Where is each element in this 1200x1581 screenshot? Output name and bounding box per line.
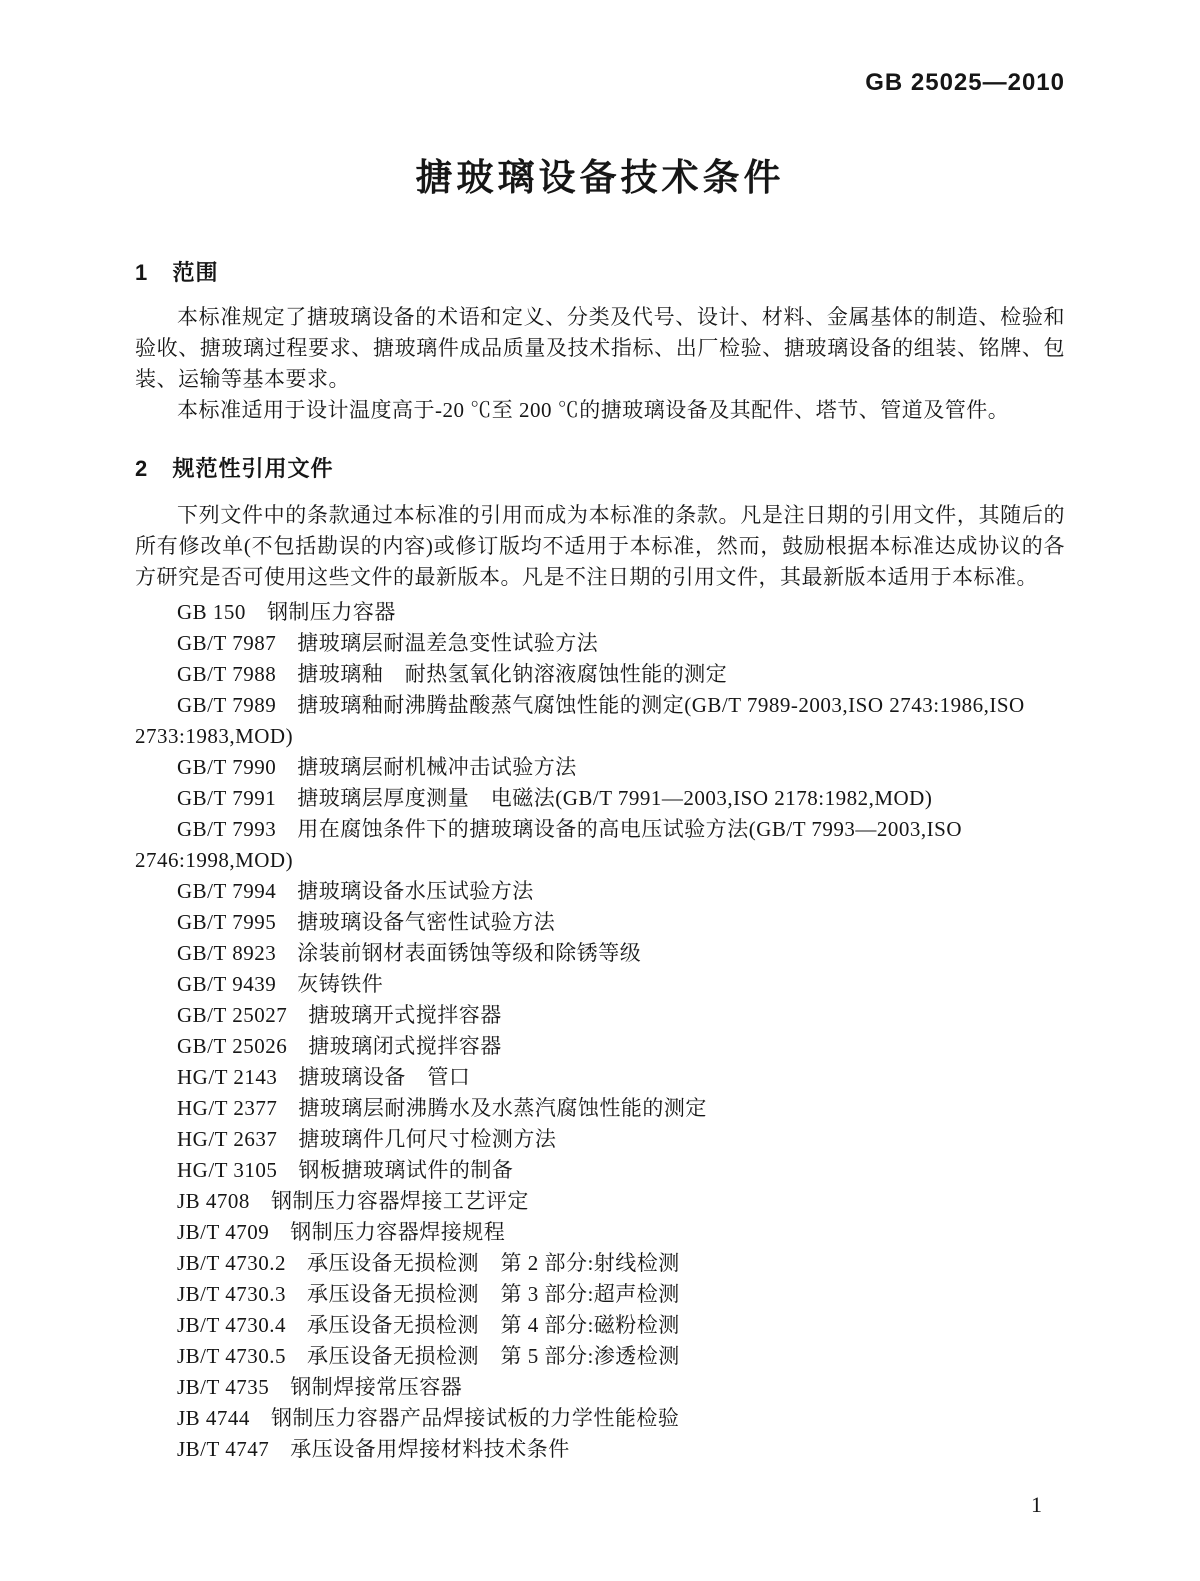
references-intro-paragraph: 下列文件中的条款通过本标准的引用而成为本标准的条款。凡是注日期的引用文件，其随后的所有修改单(不包括勘误的内容)或修订版均不适用于本标准，然而，鼓励根据本标准达成协议的各方研究是否可使用这些文件的最新版本。凡是不注日期的引用文件，其最新版本适用于本标准。 bbox=[135, 503, 1065, 589]
reference-title: 搪玻璃釉耐沸腾盐酸蒸气腐蚀性能的测定(GB/T 7989-2003,ISO 2743:1986,ISO 2733:1983,MOD) bbox=[135, 693, 1025, 748]
reference-title: 承压设备无损检测 第 2 部分:射线检测 bbox=[306, 1251, 680, 1275]
page-header bbox=[135, 70, 1065, 96]
reference-title: 搪玻璃釉 耐热氢氧化钠溶液腐蚀性能的测定 bbox=[297, 662, 728, 686]
reference-item bbox=[135, 1372, 1065, 1403]
reference-code: JB/T 4730.5 bbox=[177, 1344, 286, 1368]
reference-code: JB/T 4735 bbox=[177, 1375, 270, 1399]
reference-item bbox=[135, 1217, 1065, 1248]
scope-paragraph-2: 本标准适用于设计温度高于-20 ℃至 200 ℃的搪玻璃设备及其配件、塔节、管道及管件。 bbox=[177, 398, 1010, 422]
reference-code: HG/T 2143 bbox=[177, 1065, 278, 1089]
reference-title: 搪玻璃层耐沸腾水及水蒸汽腐蚀性能的测定 bbox=[298, 1096, 707, 1120]
reference-code: GB/T 7989 bbox=[177, 693, 277, 717]
reference-item bbox=[135, 1124, 1065, 1155]
reference-item bbox=[135, 969, 1065, 1000]
section-scope bbox=[135, 258, 1065, 426]
reference-title: 搪玻璃层耐机械冲击试验方法 bbox=[297, 755, 577, 779]
reference-title: 钢制焊接常压容器 bbox=[290, 1375, 463, 1399]
reference-title: 涂装前钢材表面锈蚀等级和除锈等级 bbox=[297, 941, 642, 965]
reference-code: GB 150 bbox=[177, 600, 246, 624]
section-references-title: 规范性引用文件 bbox=[172, 456, 334, 481]
reference-title: 搪玻璃层厚度测量 电磁法(GB/T 7991—2003,ISO 2178:1982,MOD) bbox=[297, 786, 933, 810]
reference-title: 搪玻璃设备 管口 bbox=[298, 1065, 471, 1089]
reference-item bbox=[135, 690, 1065, 752]
reference-code: GB/T 7995 bbox=[177, 910, 277, 934]
reference-code: JB/T 4709 bbox=[177, 1220, 270, 1244]
reference-code: GB/T 7990 bbox=[177, 755, 277, 779]
section-scope-number: 1 bbox=[135, 260, 149, 285]
reference-title: 承压设备无损检测 第 4 部分:磁粉检测 bbox=[306, 1313, 680, 1337]
reference-code: GB/T 25027 bbox=[177, 1003, 288, 1027]
reference-title: 钢制压力容器 bbox=[266, 600, 396, 624]
reference-list bbox=[135, 597, 1065, 1465]
reference-item bbox=[135, 628, 1065, 659]
reference-title: 钢制压力容器产品焊接试板的力学性能检验 bbox=[270, 1406, 680, 1430]
reference-code: GB/T 7994 bbox=[177, 879, 277, 903]
reference-code: JB/T 4730.2 bbox=[177, 1251, 286, 1275]
page-number: 1 bbox=[1031, 1492, 1042, 1517]
reference-item bbox=[135, 1093, 1065, 1124]
reference-code: HG/T 2377 bbox=[177, 1096, 278, 1120]
reference-item bbox=[135, 1155, 1065, 1186]
reference-code: JB/T 4747 bbox=[177, 1437, 270, 1461]
document-title: 搪玻璃设备技术条件 bbox=[415, 157, 785, 198]
reference-title: 用在腐蚀条件下的搪玻璃设备的高电压试验方法(GB/T 7993—2003,ISO 2746:1998,MOD) bbox=[135, 817, 963, 872]
reference-item bbox=[135, 814, 1065, 876]
reference-item bbox=[135, 1031, 1065, 1062]
reference-code: GB/T 7987 bbox=[177, 631, 277, 655]
reference-title: 搪玻璃闭式搅拌容器 bbox=[308, 1034, 502, 1058]
section-scope-title: 范围 bbox=[172, 260, 219, 285]
reference-item bbox=[135, 1403, 1065, 1434]
section-scope-heading bbox=[135, 258, 1065, 288]
reference-title: 搪玻璃件几何尺寸检测方法 bbox=[298, 1127, 557, 1151]
reference-code: GB/T 7988 bbox=[177, 662, 277, 686]
reference-code: JB/T 4730.4 bbox=[177, 1313, 286, 1337]
reference-code: JB 4708 bbox=[177, 1189, 250, 1213]
reference-code: GB/T 8923 bbox=[177, 941, 277, 965]
reference-title: 灰铸铁件 bbox=[297, 972, 384, 996]
standard-code: GB 25025—2010 bbox=[865, 69, 1065, 96]
reference-item bbox=[135, 938, 1065, 969]
reference-item bbox=[135, 1279, 1065, 1310]
reference-item bbox=[135, 659, 1065, 690]
reference-item bbox=[135, 1434, 1065, 1465]
reference-item bbox=[135, 1310, 1065, 1341]
reference-item bbox=[135, 1062, 1065, 1093]
section-references-heading bbox=[135, 454, 1065, 484]
reference-title: 承压设备用焊接材料技术条件 bbox=[290, 1437, 570, 1461]
reference-item bbox=[135, 1341, 1065, 1372]
reference-item bbox=[135, 876, 1065, 907]
section-references-number: 2 bbox=[135, 456, 149, 481]
reference-code: JB 4744 bbox=[177, 1406, 250, 1430]
reference-title: 搪玻璃设备水压试验方法 bbox=[297, 879, 534, 903]
reference-item bbox=[135, 597, 1065, 628]
reference-item bbox=[135, 1248, 1065, 1279]
reference-title: 搪玻璃设备气密性试验方法 bbox=[297, 910, 556, 934]
reference-item bbox=[135, 752, 1065, 783]
reference-title: 搪玻璃层耐温差急变性试验方法 bbox=[297, 631, 599, 655]
reference-code: GB/T 25026 bbox=[177, 1034, 288, 1058]
reference-item bbox=[135, 907, 1065, 938]
reference-title: 钢板搪玻璃试件的制备 bbox=[298, 1158, 514, 1182]
section-normative-references bbox=[135, 454, 1065, 1465]
reference-item bbox=[135, 1000, 1065, 1031]
reference-code: GB/T 9439 bbox=[177, 972, 277, 996]
reference-code: HG/T 2637 bbox=[177, 1127, 278, 1151]
reference-code: GB/T 7991 bbox=[177, 786, 277, 810]
reference-code: HG/T 3105 bbox=[177, 1158, 278, 1182]
reference-title: 承压设备无损检测 第 3 部分:超声检测 bbox=[306, 1282, 680, 1306]
reference-code: JB/T 4730.3 bbox=[177, 1282, 286, 1306]
reference-title: 搪玻璃开式搅拌容器 bbox=[308, 1003, 502, 1027]
reference-item bbox=[135, 1186, 1065, 1217]
scope-paragraph-1: 本标准规定了搪玻璃设备的术语和定义、分类及代号、设计、材料、金属基体的制造、检验和验收、搪玻璃过程要求、搪玻璃件成品质量及技术指标、出厂检验、搪玻璃设备的组装、铭牌、包装、运输等基本要求。 bbox=[135, 305, 1065, 391]
reference-item bbox=[135, 783, 1065, 814]
reference-code: GB/T 7993 bbox=[177, 817, 277, 841]
reference-title: 钢制压力容器焊接规程 bbox=[290, 1220, 506, 1244]
reference-title: 承压设备无损检测 第 5 部分:渗透检测 bbox=[306, 1344, 680, 1368]
reference-title: 钢制压力容器焊接工艺评定 bbox=[270, 1189, 529, 1213]
